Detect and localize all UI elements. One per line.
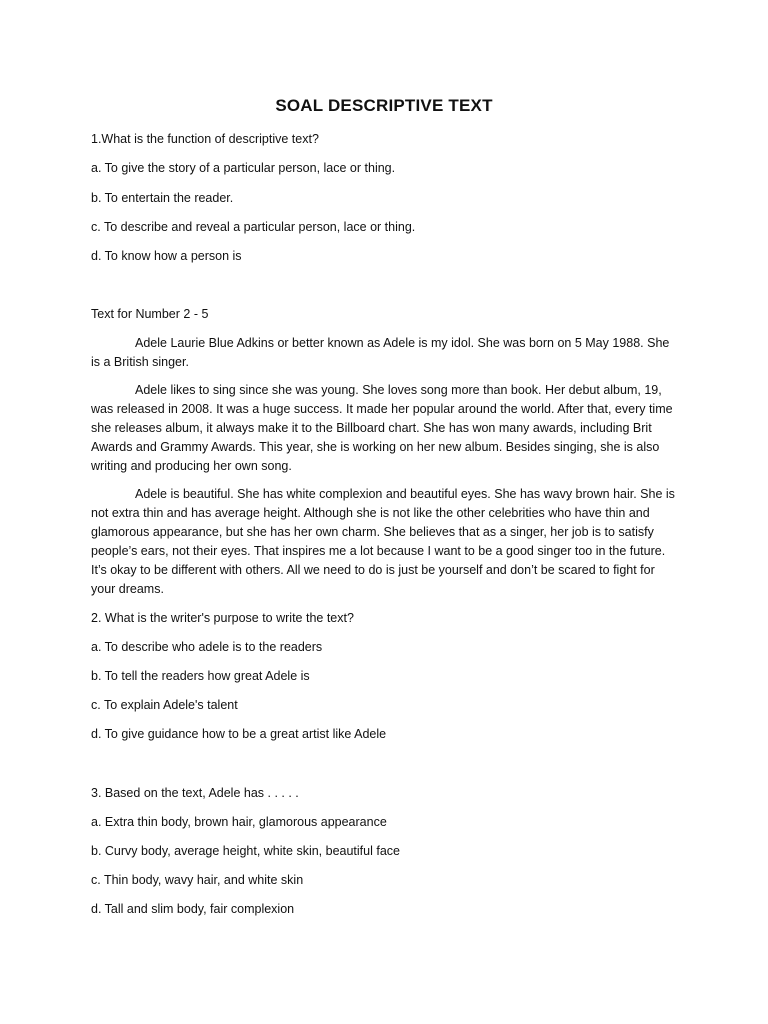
paragraph-1: Adele Laurie Blue Adkins or better known as Adele is my idol. She was born on 5 May 1988. She is a British singer. — [91, 336, 670, 369]
question-3: 3. Based on the text, Adele has . . . . . — [91, 786, 299, 800]
q3-option-d: d. Tall and slim body, fair complexion — [91, 902, 295, 916]
question-1: 1.What is the function of descriptive text? — [91, 132, 319, 146]
page-title: SOAL DESCRIPTIVE TEXT — [275, 96, 493, 115]
q1-option-c: c. To describe and reveal a particular person, lace or thing. — [91, 220, 416, 234]
q1-option-a: a. To give the story of a particular person, lace or thing. — [91, 161, 396, 175]
q3-option-a: a. Extra thin body, brown hair, glamorous appearance — [91, 815, 387, 829]
paragraph-2: Adele likes to sing since she was young. She loves song more than book. Her debut album, 19, was released in 2008. It was a huge success. It made her popular around the world. After that, every time she releases album, it always make it to the Billboard chart. She has won many awards, including Brit Awards and Grammy Awards. This year, she is working on her new album. Besides singing, she is also writing and producing her own song. — [91, 383, 673, 473]
q1-option-b: b. To entertain the reader. — [91, 191, 234, 205]
q2-option-c: c. To explain Adele's talent — [91, 698, 238, 712]
q2-option-d: d. To give guidance how to be a great artist like Adele — [91, 727, 387, 741]
q1-option-d: d. To know how a person is — [91, 249, 242, 263]
q2-option-b: b. To tell the readers how great Adele is — [91, 669, 310, 683]
question-2: 2. What is the writer's purpose to write the text? — [91, 611, 354, 625]
q3-option-b: b. Curvy body, average height, white skin, beautiful face — [91, 844, 400, 858]
q3-option-c: c. Thin body, wavy hair, and white skin — [91, 873, 304, 887]
paragraph-3: Adele is beautiful. She has white complexion and beautiful eyes. She has wavy brown hair. She is not extra thin and has average height. Although she is not like the other celebrities who have thin and glamorous appearance, but she has her own charm. She believes that as a singer, her job is to satisfy people’s ears, not their eyes. That inspires me a lot because I want to be a good singer too in the future. It’s okay to be different with others. All we need to do is just be yourself and don’t be scared to fight for your dreams. — [91, 487, 675, 596]
q2-option-a: a. To describe who adele is to the readers — [91, 640, 323, 654]
text-heading: Text for Number 2 - 5 — [91, 307, 209, 321]
